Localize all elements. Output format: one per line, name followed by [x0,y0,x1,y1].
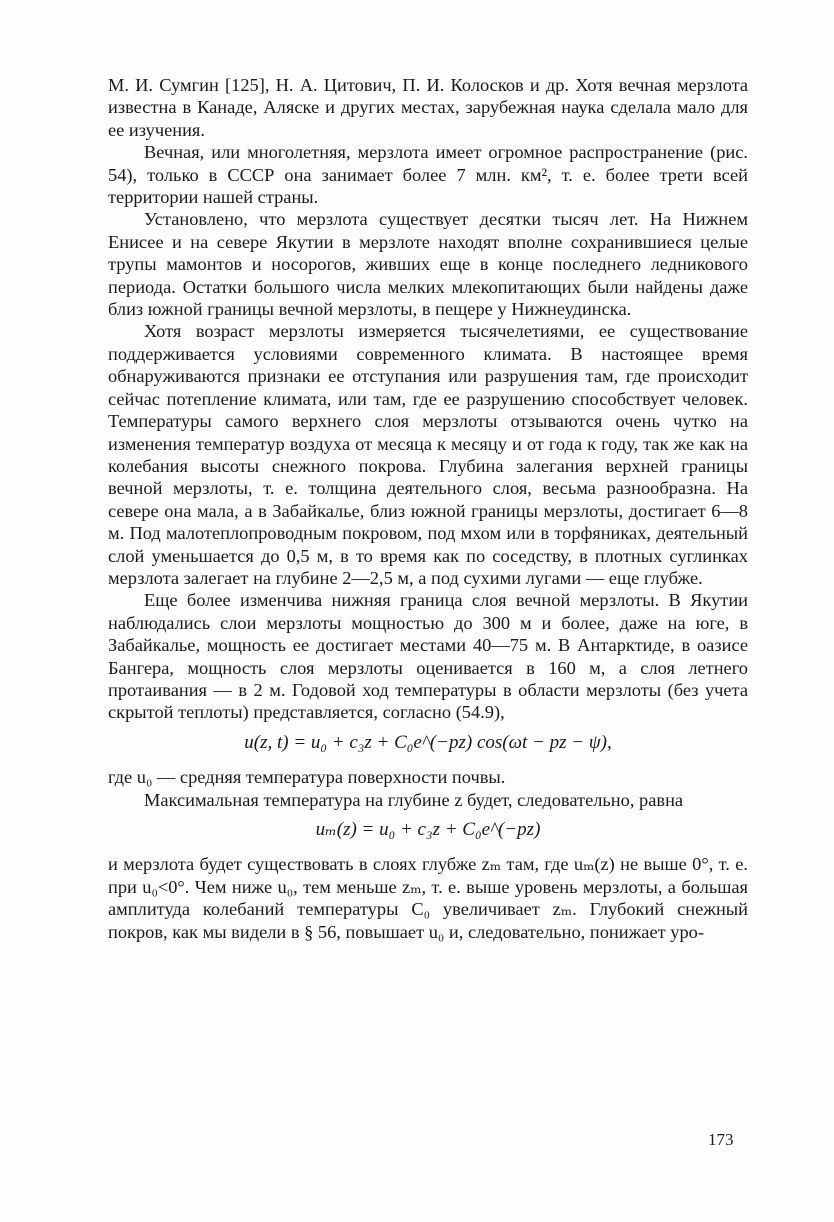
page-text [108,74,748,943]
formula-temperature: u(z, t) = u₀ + c₃z + C₀e^(−pz) cos(ωt − pz − ψ), [244,731,612,753]
paragraph-last: и мерзлота будет существовать в слоях глубже zₘ там, где uₘ(z) не выше 0°, т. е. при u₀<0°. Чем ниже u₀, тем меньше zₘ, т. е. выше уровень мерзлоты, а большая амплитуда колебаний температуры C₀ увеличивает zₘ. Глубокий снежный покров, как мы видели в § 56, повышает u₀ и, следовательно, понижает уро- [108,854,748,942]
paragraph-3: Установлено, что мерзлота существует десятки тысяч лет. На Нижнем Енисее и на севере Якутии в мерзлоте находят вполне сохранившиеся целые трупы мамонтов и носорогов, живших еще в конце последнего ледникового периода. Остатки большого числа мелких млекопитающих были найдены даже близ южной границы вечной мерзлоты, в пещере у Нижнеудинска. [108,209,748,320]
formula-explanation: где u₀ — средняя температура поверхности почвы. [108,767,506,788]
paragraph-1: М. И. Сумгин [125], Н. А. Цитович, П. И. Колосков и др. Хотя вечная мерзлота известна в Канаде, Аляске и других местах, зарубежная наука сделала мало для ее изучения. [108,75,748,140]
formula-max-temperature: uₘ(z) = u₀ + c₃z + C₀e^(−pz) [315,819,541,840]
paragraph-4: Хотя возраст мерзлоты измеряется тысячелетиями, ее существование поддерживается условиями современного климата. В настоящее время обнаруживаются признаки ее отступания или разрушения там, где происходит сейчас потепление климата, или там, где ее разрушению способствует человек. Температуры самого верхнего слоя мерзлоты отзываются очень чутко на изменения температур воздуха от месяца к месяцу и от года к году, так же как на колебания высоты снежного покрова. Глубина залегания верхней границы вечной мерзлоты, т. е. толщина деятельного слоя, весьма разнообразна. На севере она мала, а в Забайкалье, близ южной границы мерзлоты, достигает 6—8 м. Под малотеплопроводным покровом, под мхом или в торфяниках, деятельный слой уменьшается до 0,5 м, в то время как по соседству, в плотных суглинках мерзлота залегает на глубине 2—2,5 м, а под сухими лугами — еще глубже. [108,321,748,588]
paragraph-5: Еще более изменчива нижняя граница слоя вечной мерзлоты. В Якутии наблюдались слои мерзлоты мощностью до 300 м и более, даже на юге, в Забайкалье, мощность ее достигает местами 40—75 м. В Антарктиде, в оазисе Бангера, мощность слоя мерзлоты оценивается в 160 м, а слоя летнего протаивания — в 2 м. Годовой ход температуры в области мерзлоты (без учета скрытой теплоты) представляется, согласно (54.9), [108,590,748,723]
paragraph-max-temperature: Максимальная температура на глубине z будет, следовательно, равна [144,789,684,810]
page-number: 173 [708,1130,734,1149]
paragraph-2: Вечная, или многолетняя, мерзлота имеет огромное распространение (рис. 54), только в СССР она занимает более 7 млн. км², т. е. более трети всей территории нашей страны. [108,142,748,208]
